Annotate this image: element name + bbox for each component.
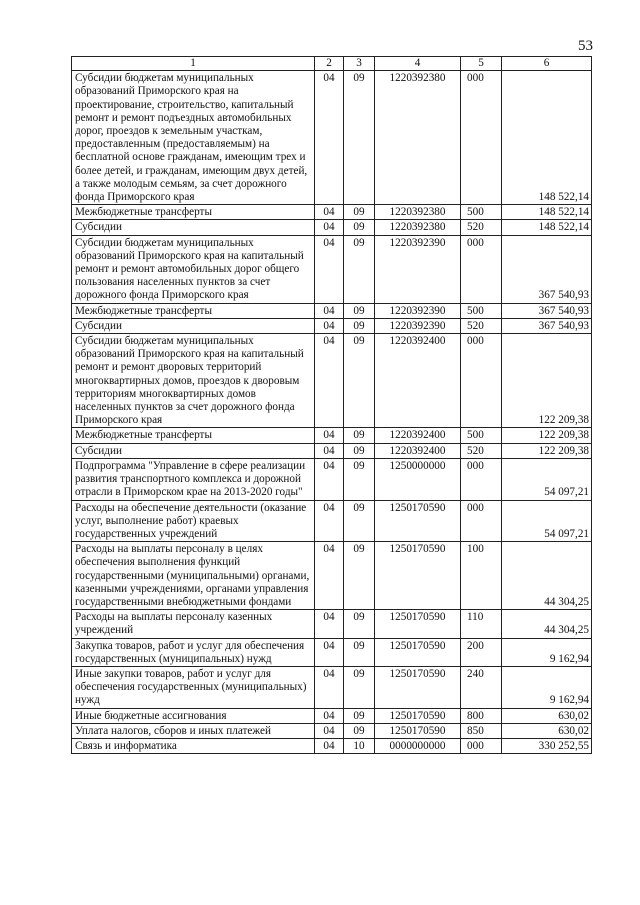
row-sum-cell: 9 162,94 <box>502 666 592 708</box>
row-target-article-cell: 1220392390 <box>375 303 461 318</box>
row-name-cell: Субсидии бюджетам муниципальных образований Приморского края на капитальный ремонт и ремонт автомобильных дорог общего пользования населенных пунктов за счет дорожного фонда Приморского края <box>72 235 315 303</box>
row-sum-cell: 122 209,38 <box>502 428 592 443</box>
row-sum-cell: 148 522,14 <box>502 220 592 235</box>
column-header-subsection: 3 <box>344 57 375 71</box>
row-subsection-cell: 09 <box>344 610 375 638</box>
row-subsection-cell: 09 <box>344 71 375 205</box>
row-section-cell: 04 <box>315 610 344 638</box>
row-subsection-cell: 09 <box>344 443 375 458</box>
row-name-cell: Субсидии <box>72 318 315 333</box>
row-subsection-cell: 09 <box>344 723 375 738</box>
row-expense-type-cell: 520 <box>461 443 502 458</box>
row-target-article-cell: 1250170590 <box>375 610 461 638</box>
table-row <box>72 303 592 318</box>
row-expense-type-cell: 000 <box>461 235 502 303</box>
row-target-article-cell: 1250170590 <box>375 500 461 542</box>
table-row <box>72 638 592 666</box>
table-row <box>72 542 592 610</box>
table-row <box>72 708 592 723</box>
row-subsection-cell: 09 <box>344 458 375 500</box>
row-target-article-cell: 1220392390 <box>375 235 461 303</box>
row-subsection-cell: 09 <box>344 318 375 333</box>
row-sum-cell: 54 097,21 <box>502 500 592 542</box>
table-row <box>72 443 592 458</box>
row-target-article-cell: 1220392390 <box>375 318 461 333</box>
row-expense-type-cell: 000 <box>461 738 502 753</box>
row-target-article-cell: 1250170590 <box>375 723 461 738</box>
row-subsection-cell: 10 <box>344 738 375 753</box>
row-name-cell: Уплата налогов, сборов и иных платежей <box>72 723 315 738</box>
row-expense-type-cell: 240 <box>461 666 502 708</box>
row-section-cell: 04 <box>315 220 344 235</box>
row-expense-type-cell: 520 <box>461 318 502 333</box>
table-row <box>72 666 592 708</box>
row-section-cell: 04 <box>315 666 344 708</box>
column-header-section: 2 <box>315 57 344 71</box>
row-subsection-cell: 09 <box>344 428 375 443</box>
table-row <box>72 738 592 753</box>
row-section-cell: 04 <box>315 443 344 458</box>
row-name-cell: Расходы на обеспечение деятельности (оказание услуг, выполнение работ) краевых государственных учреждений <box>72 500 315 542</box>
row-section-cell: 04 <box>315 723 344 738</box>
row-target-article-cell: 0000000000 <box>375 738 461 753</box>
row-subsection-cell: 09 <box>344 500 375 542</box>
row-section-cell: 04 <box>315 428 344 443</box>
table-row <box>72 428 592 443</box>
row-sum-cell: 367 540,93 <box>502 303 592 318</box>
row-subsection-cell: 09 <box>344 334 375 428</box>
row-expense-type-cell: 500 <box>461 205 502 220</box>
row-target-article-cell: 1220392380 <box>375 205 461 220</box>
row-name-cell: Расходы на выплаты персоналу в целях обеспечения выполнения функций государственными (муниципальными) органами, казенными учреждениями, органами управления государственными внебюджетными фондами <box>72 542 315 610</box>
row-name-cell: Закупка товаров, работ и услуг для обеспечения государственных (муниципальных) нужд <box>72 638 315 666</box>
row-subsection-cell: 09 <box>344 205 375 220</box>
row-name-cell: Субсидии <box>72 220 315 235</box>
budget-table <box>71 56 592 754</box>
row-subsection-cell: 09 <box>344 220 375 235</box>
row-section-cell: 04 <box>315 71 344 205</box>
row-name-cell: Межбюджетные трансферты <box>72 303 315 318</box>
table-row <box>72 610 592 638</box>
row-section-cell: 04 <box>315 334 344 428</box>
row-expense-type-cell: 000 <box>461 458 502 500</box>
column-header-sum: 6 <box>502 57 592 71</box>
row-expense-type-cell: 850 <box>461 723 502 738</box>
row-section-cell: 04 <box>315 303 344 318</box>
row-expense-type-cell: 000 <box>461 71 502 205</box>
row-subsection-cell: 09 <box>344 666 375 708</box>
row-sum-cell: 122 209,38 <box>502 443 592 458</box>
row-sum-cell: 148 522,14 <box>502 71 592 205</box>
row-sum-cell: 367 540,93 <box>502 318 592 333</box>
row-section-cell: 04 <box>315 205 344 220</box>
row-expense-type-cell: 500 <box>461 428 502 443</box>
row-section-cell: 04 <box>315 638 344 666</box>
row-subsection-cell: 09 <box>344 542 375 610</box>
table-row <box>72 71 592 205</box>
row-target-article-cell: 1250170590 <box>375 708 461 723</box>
column-header-expense-type: 5 <box>461 57 502 71</box>
row-name-cell: Субсидии бюджетам муниципальных образований Приморского края на проектирование, строительство, капитальный ремонт и ремонт подъездных автомобильных дорог, проездов к земельным участкам, предоставленным (предоставляемым) на бесплатной основе гражданам, имеющим трех и более детей, и гражданам, имеющим двух детей, а также молодым семьям, за счет дорожного фонда Приморского края <box>72 71 315 205</box>
row-sum-cell: 44 304,25 <box>502 542 592 610</box>
row-name-cell: Межбюджетные трансферты <box>72 205 315 220</box>
row-target-article-cell: 1220392400 <box>375 334 461 428</box>
row-target-article-cell: 1250170590 <box>375 666 461 708</box>
row-target-article-cell: 1220392380 <box>375 71 461 205</box>
row-subsection-cell: 09 <box>344 235 375 303</box>
row-sum-cell: 122 209,38 <box>502 334 592 428</box>
row-section-cell: 04 <box>315 542 344 610</box>
row-name-cell: Межбюджетные трансферты <box>72 428 315 443</box>
row-section-cell: 04 <box>315 318 344 333</box>
row-expense-type-cell: 100 <box>461 542 502 610</box>
table-row <box>72 318 592 333</box>
row-sum-cell: 630,02 <box>502 723 592 738</box>
row-sum-cell: 630,02 <box>502 708 592 723</box>
row-section-cell: 04 <box>315 458 344 500</box>
row-section-cell: 04 <box>315 235 344 303</box>
row-name-cell: Субсидии бюджетам муниципальных образований Приморского края на капитальный ремонт и ремонт дворовых территорий многоквартирных домов, проездов к дворовым территориям многоквартирных домов населенных пунктов за счет дорожного фонда Приморского края <box>72 334 315 428</box>
row-expense-type-cell: 000 <box>461 500 502 542</box>
row-target-article-cell: 1250170590 <box>375 542 461 610</box>
row-target-article-cell: 1250000000 <box>375 458 461 500</box>
row-name-cell: Расходы на выплаты персоналу казенных учреждений <box>72 610 315 638</box>
table-row <box>72 334 592 428</box>
row-subsection-cell: 09 <box>344 638 375 666</box>
column-number-row <box>72 57 592 71</box>
row-expense-type-cell: 110 <box>461 610 502 638</box>
column-header-target-article: 4 <box>375 57 461 71</box>
row-target-article-cell: 1220392400 <box>375 443 461 458</box>
row-expense-type-cell: 200 <box>461 638 502 666</box>
row-section-cell: 04 <box>315 708 344 723</box>
row-subsection-cell: 09 <box>344 303 375 318</box>
row-name-cell: Подпрограмма "Управление в сфере реализации развития транспортного комплекса и дорожной отрасли в Приморском крае на 2013-2020 годы" <box>72 458 315 500</box>
table-row <box>72 458 592 500</box>
table-row <box>72 235 592 303</box>
page-number: 53 <box>578 38 593 54</box>
row-target-article-cell: 1220392400 <box>375 428 461 443</box>
row-expense-type-cell: 500 <box>461 303 502 318</box>
table-row <box>72 205 592 220</box>
table-row <box>72 220 592 235</box>
row-sum-cell: 367 540,93 <box>502 235 592 303</box>
row-sum-cell: 330 252,55 <box>502 738 592 753</box>
row-sum-cell: 44 304,25 <box>502 610 592 638</box>
row-expense-type-cell: 800 <box>461 708 502 723</box>
row-subsection-cell: 09 <box>344 708 375 723</box>
row-name-cell: Субсидии <box>72 443 315 458</box>
row-name-cell: Иные закупки товаров, работ и услуг для обеспечения государственных (муниципальных) нужд <box>72 666 315 708</box>
row-expense-type-cell: 000 <box>461 334 502 428</box>
row-name-cell: Иные бюджетные ассигнования <box>72 708 315 723</box>
row-expense-type-cell: 520 <box>461 220 502 235</box>
row-sum-cell: 54 097,21 <box>502 458 592 500</box>
row-target-article-cell: 1220392380 <box>375 220 461 235</box>
row-sum-cell: 9 162,94 <box>502 638 592 666</box>
row-section-cell: 04 <box>315 500 344 542</box>
column-header-name: 1 <box>72 57 315 71</box>
row-target-article-cell: 1250170590 <box>375 638 461 666</box>
table-row <box>72 723 592 738</box>
row-sum-cell: 148 522,14 <box>502 205 592 220</box>
row-name-cell: Связь и информатика <box>72 738 315 753</box>
row-section-cell: 04 <box>315 738 344 753</box>
table-row <box>72 500 592 542</box>
